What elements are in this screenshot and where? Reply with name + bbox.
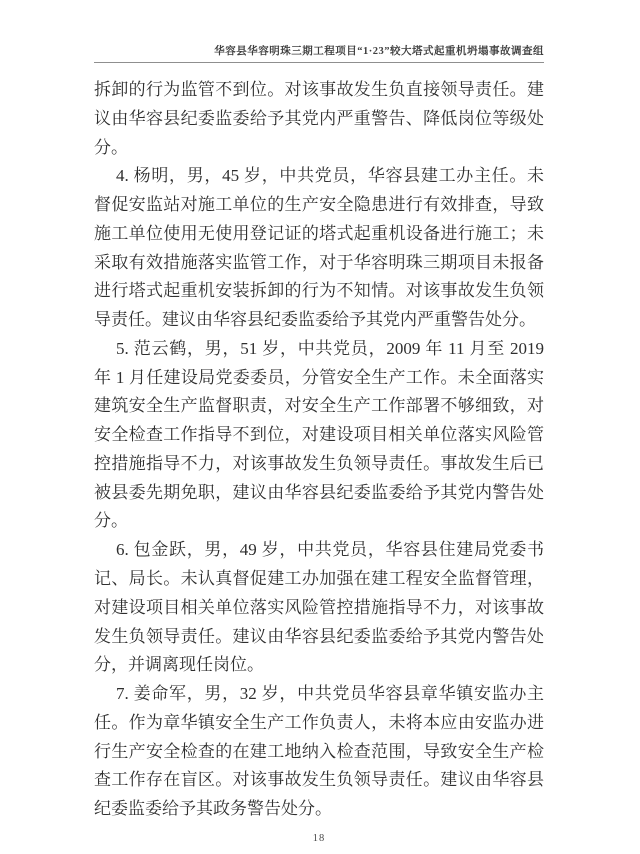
text-line: 纪委监委给予其政务警告处分。 xyxy=(94,799,332,819)
header-rule xyxy=(94,62,544,63)
text-line: 施工单位使用无使用登记证的塔式起重机设备进行施工；未 xyxy=(94,223,544,243)
page-number: 18 xyxy=(312,833,326,844)
text-line: 行生产安全检查的在建工地纳入检查范围，导致安全生产检 xyxy=(94,741,544,761)
text-line: 进行塔式起重机安装拆卸的行为不知情。对该事故发生负领 xyxy=(94,281,544,301)
text-line: 被县委先期免职，建议由华容县纪委监委给予其党内警告处 xyxy=(94,482,544,502)
text-line: 分。 xyxy=(94,137,128,157)
text-line: 控措施指导不力，对该事故发生负领导责任。事故发生后已 xyxy=(94,453,544,473)
text-line: 6. 包金跃，男，49 岁，中共党员，华容县住建局党委书 xyxy=(116,540,544,560)
paragraph xyxy=(94,680,544,824)
text-line: 7. 姜命军，男，32 岁，中共党员华容县章华镇安监办主 xyxy=(116,684,544,704)
text-line: 督促安监站对施工单位的生产安全隐患进行有效排查，导致 xyxy=(94,195,544,215)
text-line: 记、局长。未认真督促建工办加强在建工程安全监督管理， xyxy=(94,569,544,589)
text-line: 查工作存在盲区。对该事故发生负领导责任。建议由华容县 xyxy=(94,770,544,790)
text-line: 建筑安全生产监督职责，对安全生产工作部署不够细致，对 xyxy=(94,396,544,416)
paragraph xyxy=(94,76,544,162)
text-line: 5. 范云鹤，男，51 岁，中共党员，2009 年 11 月至 2019 xyxy=(116,338,544,358)
text-line: 拆卸的行为监管不到位。对该事故发生负直接领导责任。建 xyxy=(94,80,544,99)
text-line: 对建设项目相关单位落实风险管控措施指导不力，对该事故 xyxy=(94,597,544,617)
text-line: 4. 杨明，男，45 岁，中共党员，华容县建工办主任。未 xyxy=(116,166,544,186)
paragraph xyxy=(94,162,544,335)
page-content xyxy=(94,0,544,824)
body-text xyxy=(94,76,544,824)
text-line: 年 1 月任建设局党委委员，分管安全生产工作。未全面落实 xyxy=(94,367,544,387)
text-line: 任。作为章华镇安全生产工作负责人，未将本应由安监办进 xyxy=(94,712,544,732)
text-line: 分，并调离现任岗位。 xyxy=(94,655,264,675)
text-line: 导责任。建议由华容县纪委监委给予其党内严重警告处分。 xyxy=(94,310,536,330)
running-header-title: 华容县华容明珠三期工程项目“1·23”较大塔式起重机坍塌事故调查组 xyxy=(214,46,544,57)
page-header xyxy=(94,0,544,63)
text-line: 发生负领导责任。建议由华容县纪委监委给予其党内警告处 xyxy=(94,626,544,646)
paragraph xyxy=(94,536,544,680)
text-line: 分。 xyxy=(94,511,128,531)
paragraph xyxy=(94,335,544,536)
text-line: 议由华容县纪委监委给予其党内严重警告、降低岗位等级处 xyxy=(94,108,544,128)
text-line: 安全检查工作指导不到位，对建设项目相关单位落实风险管 xyxy=(94,425,544,445)
text-line: 采取有效措施落实监管工作，对于华容明珠三期项目未报备 xyxy=(94,252,544,272)
